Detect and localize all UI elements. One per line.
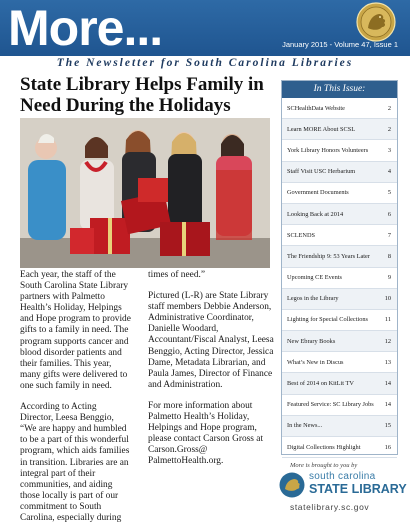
toc-page: 15 bbox=[384, 422, 391, 430]
photo-caption: Pictured (L-R) are State Library staff members Debbie Anderson, Administrative Coordinator, Danielle Woodard, Accountant/Fiscal Analyst, Leesa Benggio, Acting Director, Jessica Dame, Metadata Librarian, and Paula James, Director of Finance and Administration. bbox=[148, 291, 274, 390]
toc-page: 11 bbox=[384, 316, 391, 324]
toc-item[interactable] bbox=[282, 204, 397, 225]
article-column-left bbox=[20, 270, 132, 528]
toc-item[interactable] bbox=[282, 119, 397, 140]
masthead bbox=[0, 0, 410, 56]
state-library-logo-icon bbox=[279, 472, 305, 498]
library-seal-icon bbox=[356, 2, 396, 42]
toc-page: 4 bbox=[387, 168, 391, 176]
toc-item[interactable] bbox=[282, 268, 397, 289]
footer-website-link[interactable]: statelibrary.sc.gov bbox=[290, 502, 370, 512]
article-paragraph: times of need.” bbox=[148, 270, 206, 280]
article-column-right bbox=[148, 270, 276, 478]
newsletter-tagline: The Newsletter for South Carolina Libraries bbox=[56, 57, 354, 69]
issue-info: January 2015 - Volume 47, Issue 1 bbox=[282, 40, 398, 49]
toc-page: 8 bbox=[387, 252, 391, 260]
toc-label: The Friendship 9: 53 Years Later bbox=[287, 252, 370, 260]
toc-label: SCLENDS bbox=[287, 231, 315, 239]
toc-label: SCHealthData Website bbox=[287, 104, 345, 112]
toc-label: Lighting for Special Collections bbox=[287, 316, 368, 324]
toc-item[interactable] bbox=[282, 310, 397, 331]
toc-item[interactable] bbox=[282, 437, 397, 458]
toc-item[interactable] bbox=[282, 225, 397, 246]
toc-item[interactable] bbox=[282, 373, 397, 394]
toc-page: 2 bbox=[387, 104, 391, 112]
toc-item[interactable] bbox=[282, 246, 397, 267]
toc-page: 10 bbox=[384, 295, 391, 303]
toc-list bbox=[282, 98, 397, 458]
footer-logo-state: south carolina bbox=[309, 471, 376, 482]
article-paragraph: Each year, the staff of the South Carolina State Library partners with Palmetto Health’s Holiday, Helpings and Hope program to provide gifts to a family in need. The program supports cancer and blood disorder patients and their families. This year, many gifts were delivered to one such family in need. bbox=[20, 270, 131, 391]
toc-page: 3 bbox=[387, 146, 391, 154]
in-this-issue-sidebar bbox=[281, 80, 398, 455]
toc-page: 6 bbox=[387, 210, 391, 218]
contact-info: For more information about Palmetto Health’s Holiday, Helpings and Hope program, please contact Carson Gross at Carson.Gross@ PalmettoHealth.org. bbox=[148, 400, 264, 467]
toc-label: Featured Service: SC Library Jobs bbox=[287, 401, 374, 409]
toc-item[interactable] bbox=[282, 416, 397, 437]
sidebar-header: In This Issue: bbox=[282, 81, 397, 98]
toc-page: 5 bbox=[387, 189, 391, 197]
toc-label: What’s New in Discus bbox=[287, 358, 344, 366]
footer-brought-by: More is brought to you by bbox=[290, 462, 358, 469]
toc-label: Staff Visit USC Herbarium bbox=[287, 168, 356, 176]
article-photo bbox=[20, 118, 270, 268]
toc-item[interactable] bbox=[282, 98, 397, 119]
toc-label: In the News... bbox=[287, 422, 323, 430]
toc-item[interactable] bbox=[282, 140, 397, 161]
toc-page: 16 bbox=[384, 443, 391, 451]
toc-label: Looking Back at 2014 bbox=[287, 210, 344, 218]
toc-page: 12 bbox=[384, 337, 391, 345]
toc-item[interactable] bbox=[282, 331, 397, 352]
toc-item[interactable] bbox=[282, 183, 397, 204]
toc-label: Legos in the Library bbox=[287, 295, 339, 303]
article-paragraph: According to Acting Director, Leesa Benggio, “We are happy and humbled to be a part of this wonderful program, which aids families in transition. Libraries are an integral part of their communities, and aiding those locally is part of our commitment to South Carolina, especially during bbox=[20, 402, 130, 523]
article-headline: State Library Helps Family in Need During the Holidays bbox=[20, 74, 264, 116]
toc-label: Upcoming CE Events bbox=[287, 274, 342, 282]
toc-label: New Ebrary Books bbox=[287, 337, 336, 345]
toc-item[interactable] bbox=[282, 162, 397, 183]
staff-photo-illustration bbox=[20, 118, 270, 268]
toc-item[interactable] bbox=[282, 395, 397, 416]
toc-page: 14 bbox=[384, 401, 391, 409]
toc-label: Digital Collections Highlight bbox=[287, 443, 361, 451]
toc-page: 13 bbox=[384, 358, 391, 366]
toc-label: Best of 2014 on KitLit TV bbox=[287, 380, 354, 388]
toc-label: York Library Honors Volunteers bbox=[287, 146, 369, 154]
toc-item[interactable] bbox=[282, 352, 397, 373]
toc-label: Government Documents bbox=[287, 189, 349, 197]
newsletter-title: More... bbox=[8, 0, 163, 56]
toc-page: 9 bbox=[387, 274, 391, 282]
toc-item[interactable] bbox=[282, 289, 397, 310]
toc-page: 14 bbox=[384, 380, 391, 388]
footer-logo-library: STATE LIBRARY bbox=[309, 482, 407, 496]
toc-page: 7 bbox=[387, 231, 391, 239]
toc-label: Learn MORE About SCSL bbox=[287, 125, 356, 133]
toc-page: 2 bbox=[387, 125, 391, 133]
